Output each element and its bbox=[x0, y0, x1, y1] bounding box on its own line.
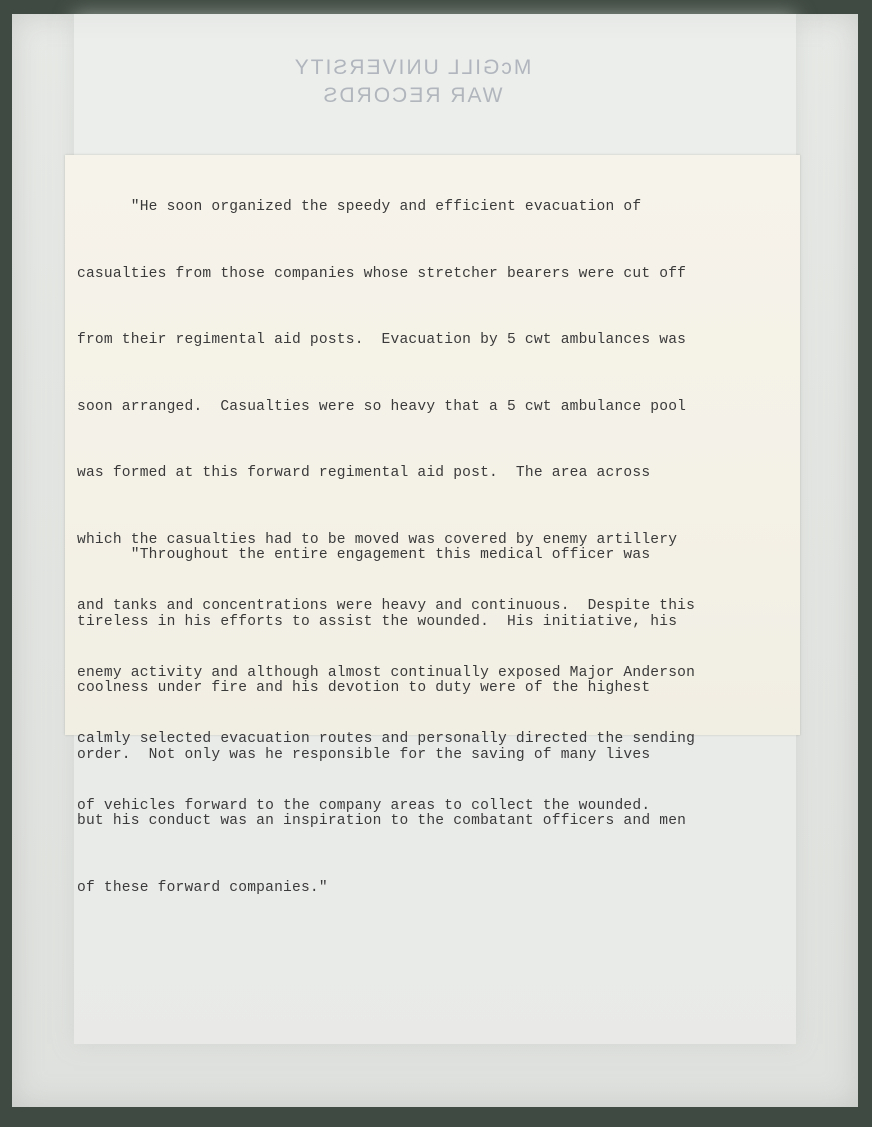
war-records-stamp bbox=[267, 54, 557, 124]
typed-document-slip bbox=[65, 155, 800, 896]
text-line: "Throughout the entire engagement this medical officer was bbox=[77, 547, 651, 563]
text-line: but his conduct was an inspiration to the combatant officers and men bbox=[77, 813, 687, 829]
stamp-line-2: WAR RECORDS bbox=[321, 84, 503, 107]
stamp-line-1: McGILL UNIVERSITY bbox=[292, 56, 532, 79]
text-line: "He soon organized the speedy and efficient evacuation of bbox=[77, 199, 642, 215]
text-line: order. Not only was he responsible for the saving of many lives bbox=[77, 746, 651, 763]
text-line: casualties from those companies whose stretcher bearers were cut off bbox=[77, 265, 687, 282]
text-line: of vehicles forward to the company areas to collect the wounded. bbox=[77, 797, 651, 814]
text-line: of these forward companies." bbox=[77, 879, 328, 896]
text-line: enemy activity and although almost continually exposed Major Anderson bbox=[77, 664, 696, 681]
text-line: soon arranged. Casualties were so heavy that a 5 cwt ambulance pool bbox=[77, 398, 687, 415]
text-line: from their regimental aid posts. Evacuation by 5 cwt ambulances was bbox=[77, 332, 687, 348]
paragraph-2 bbox=[77, 506, 686, 937]
text-line: which the casualties had to be moved was covered by enemy artillery bbox=[77, 531, 678, 548]
text-line: was formed at this forward regimental aid post. The area across bbox=[77, 465, 651, 481]
text-line: and tanks and concentrations were heavy and continuous. Despite this bbox=[77, 598, 696, 614]
text-line: calmly selected evacuation routes and personally directed the sending bbox=[77, 731, 696, 747]
text-line: tireless in his efforts to assist the wounded. His initiative, his bbox=[77, 613, 678, 630]
text-line: coolness under fire and his devotion to duty were of the highest bbox=[77, 680, 651, 696]
